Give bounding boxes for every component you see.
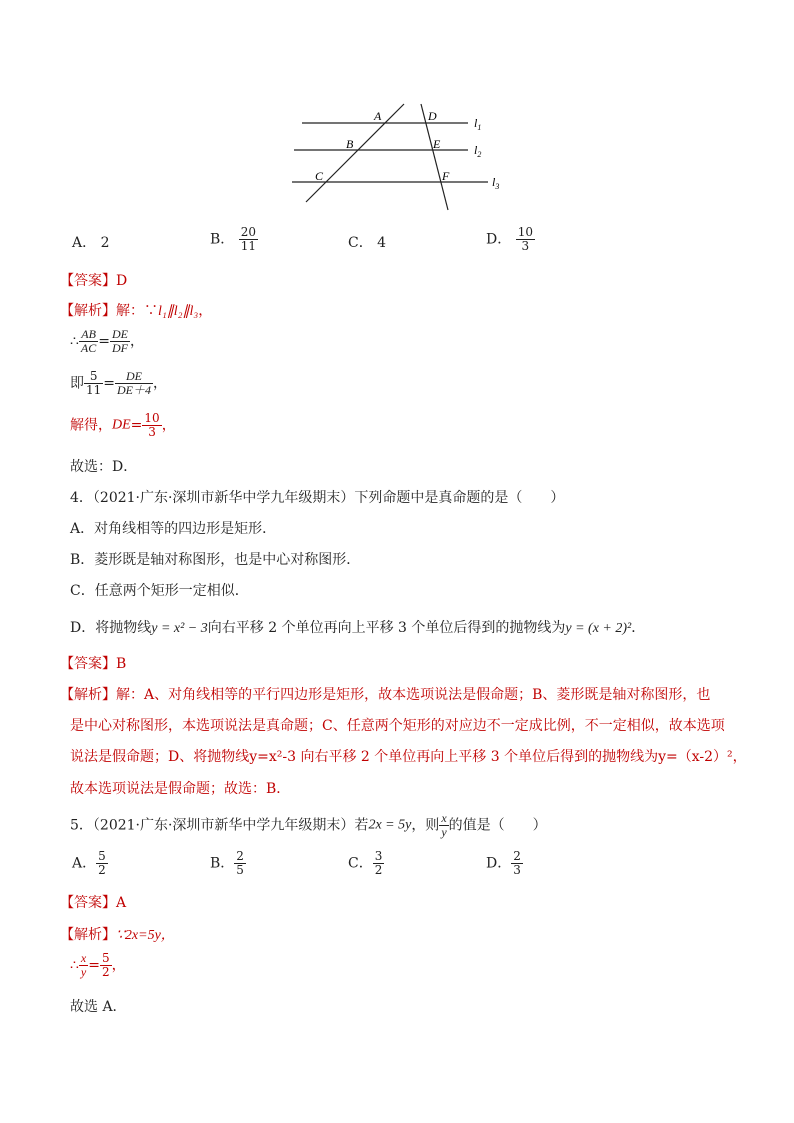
point-b-label: B xyxy=(346,137,354,151)
q5-answer: 【答案】A xyxy=(60,895,127,911)
q5-option-c: C． $\frac{3}{2}$ xyxy=(348,849,383,877)
q4-option-a: A．对角线相等的四边形是矩形． xyxy=(70,521,277,537)
q4-analysis-line4: 故本选项说法是假命题；故选：B． xyxy=(70,781,291,797)
q3-analysis-line1: 【解析】解：∵l₁∥l₂∥l₃， xyxy=(60,303,213,319)
q3-analysis-line5: 故选：D． xyxy=(70,459,138,475)
line-l3-label: $l_3$ xyxy=(492,175,500,191)
q5-option-a: A． $\frac{5}{2}$ xyxy=(72,849,106,877)
point-f-label: F xyxy=(442,169,450,183)
q4-stem: 4．（2021·广东·深圳市新华中学九年级期末）下列命题中是真命题的是（ ） xyxy=(70,490,565,506)
line-l2-label: $l_2$ xyxy=(474,143,482,159)
q5-stem: 5．（2021·广东·深圳市新华中学九年级期末）若2x = 5y，则 $\frac{x}{y}$ 的值是（ ） xyxy=(70,811,547,839)
q4-option-c: C．任意两个矩形一定相似． xyxy=(70,583,249,599)
q4-analysis-line1: 【解析】解：A、对角线相等的平行四边形是矩形，故本选项说法是假命题；B、菱形既是轴对称图形，也 xyxy=(60,687,711,703)
point-e-label: E xyxy=(433,137,441,151)
q5-option-b: B． $\frac{2}{5}$ xyxy=(210,849,244,877)
q3-answer: 【答案】D xyxy=(60,273,128,289)
q5-analysis-line1: 【解析】∵2x=5y， xyxy=(60,927,175,943)
q3-option-b: B． $\frac{20}{11}$ xyxy=(210,225,257,253)
q3-analysis-line3: 即 $\frac{5}{11}$ = $\frac{DE}{DE+4}$ ， xyxy=(70,369,168,397)
point-c-label: C xyxy=(315,169,324,183)
point-d-label: D xyxy=(428,109,437,123)
q4-option-b: B．菱形既是轴对称图形，也是中心对称图形． xyxy=(70,552,361,568)
line-l1-label: $l_1$ xyxy=(474,116,482,132)
q3-analysis-line4: 解得，DE= $\frac{10}{3}$ ， xyxy=(70,411,176,439)
q3-option-c: C． 4 xyxy=(348,235,387,251)
q4-option-d: D．将抛物线y = x² − 3向右平移 2 个单位再向上平移 3 个单位后得到的抛物线为y = (x + 2)²． xyxy=(70,620,646,636)
q4-answer: 【答案】B xyxy=(60,656,127,672)
q3-option-d: D． $\frac{10}{3}$ xyxy=(486,225,533,253)
q4-analysis-line2: 是中心对称图形，本选项说法是真命题；C、任意两个矩形的对应边不一定成比例，不一定相似，故本选项 xyxy=(70,718,725,734)
q3-option-a: A． 2 xyxy=(72,235,110,251)
q5-analysis-line2: ∴ $\frac{x}{y}$ = $\frac{5}{2}$ ， xyxy=(70,951,126,979)
transversal-acl xyxy=(306,104,404,202)
parallel-lines-figure xyxy=(288,98,518,216)
q4-analysis-line3: 说法是假命题；D、将抛物线y=x²-3 向右平移 2 个单位再向上平移 3 个单位后得到的抛物线为y=（x-2）²， xyxy=(70,749,747,765)
q3-analysis-line2: ∴ $\frac{AB}{AC}$ = $\frac{DE}{DF}$ ， xyxy=(70,327,144,355)
point-a-label: A xyxy=(374,109,382,123)
q5-option-d: D． $\frac{2}{3}$ xyxy=(486,849,521,877)
q5-analysis-line3: 故选 A． xyxy=(70,999,127,1015)
